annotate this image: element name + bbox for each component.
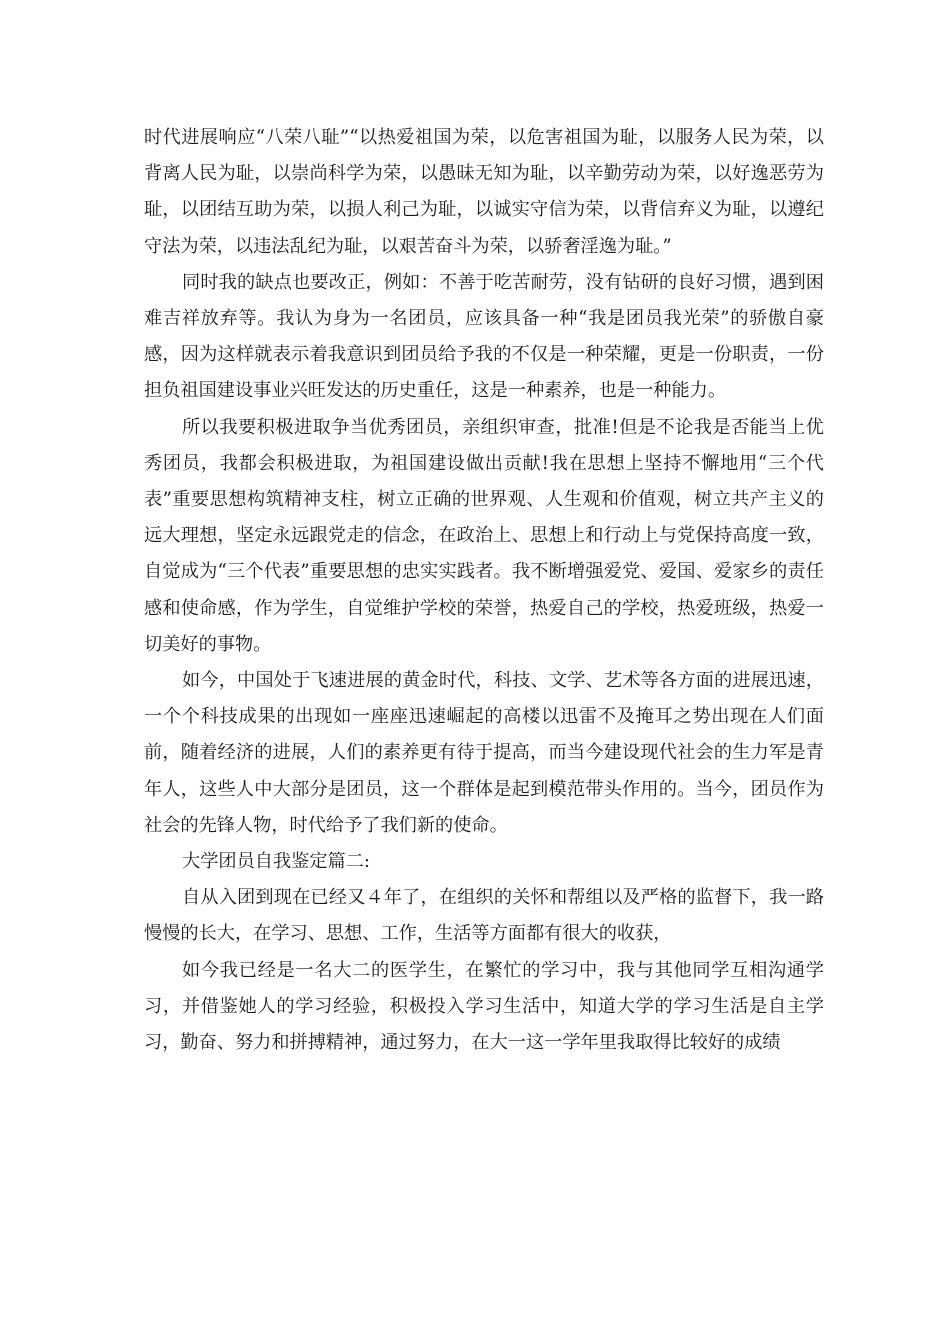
document-body bbox=[144, 120, 824, 1061]
paragraph-striving: 所以我要积极进取争当优秀团员，亲组织审查，批准!但是不论我是否能当上优秀团员，我都会积极进取，为祖国建设做出贡献!我在思想上坚持不懈地用“三个代表”重要思想构筑精神支柱，树立正确的世界观、人生观和价值观，树立共产主义的远大理想，坚定永远跟党走的信念，在政治上、思想上和行动上与党保持高度一致，自觉成为“三个代表”重要思想的忠实实践者。我不断增强爱党、爱国、爱家乡的责任感和使命感，作为学生，自觉维护学校的荣誉，热爱自己的学校，热爱班级，热爱一切美好的事物。 bbox=[144, 416, 824, 655]
paragraph-shortcomings: 同时我的缺点也要改正，例如：不善于吃苦耐劳，没有钻研的良好习惯，遇到困难吉祥放弃等。我认为身为一名团员，应该具备一种“我是团员我光荣”的骄傲自豪感，因为这样就表示着我意识到团员给予我的不仅是一种荣耀，更是一份职责，一份担负祖国建设事业兴旺发达的历史重任，这是一种素养，也是一种能力。 bbox=[144, 271, 824, 402]
paragraph-medical-student: 如今我已经是一名大二的医学生，在繁忙的学习中，我与其他同学互相沟通学习，并借鉴她人的学习经验，积极投入学习生活中，知道大学的学习生活是自主学习，勤奋、努力和拼搏精神，通过努力，在大一这一学年里我取得比较好的成绩 bbox=[144, 959, 824, 1054]
paragraph-continued: 时代进展响应“八荣八耻”“以热爱祖国为荣，以危害祖国为耻，以服务人民为荣，以背离人民为耻，以崇尚科学为荣，以愚昧无知为耻，以辛勤劳动为荣，以好逸恶劳为耻，以团结互助为荣，以损人利己为耻，以诚实守信为荣，以背信弃义为耻，以遵纪守法为荣，以违法乱纪为耻，以艰苦奋斗为荣，以骄奢淫逸为耻。” bbox=[144, 127, 824, 257]
section-heading: 大学团员自我鉴定篇二: bbox=[182, 851, 371, 873]
paragraph-golden-age: 如今，中国处于飞速进展的黄金时代，科技、文学、艺术等各方面的进展迅速，一个个科技成果的出现如一座座迅速崛起的高楼以迅雷不及掩耳之势出现在人们面前，随着经济的进展，人们的素养更有待于提高，而当今建设现代社会的生力军是青年人，这些人中大部分是团员，这一个群体是起到模范带头作用的。当今，团员作为社会的先锋人物，时代给予了我们新的使命。 bbox=[144, 670, 824, 836]
paragraph-since-joining: 自从入团到现在已经又４年了，在组织的关怀和帮组以及严格的监督下，我一路慢慢的长大，在学习、思想、工作，生活等方面都有很大的收获， bbox=[144, 887, 824, 945]
